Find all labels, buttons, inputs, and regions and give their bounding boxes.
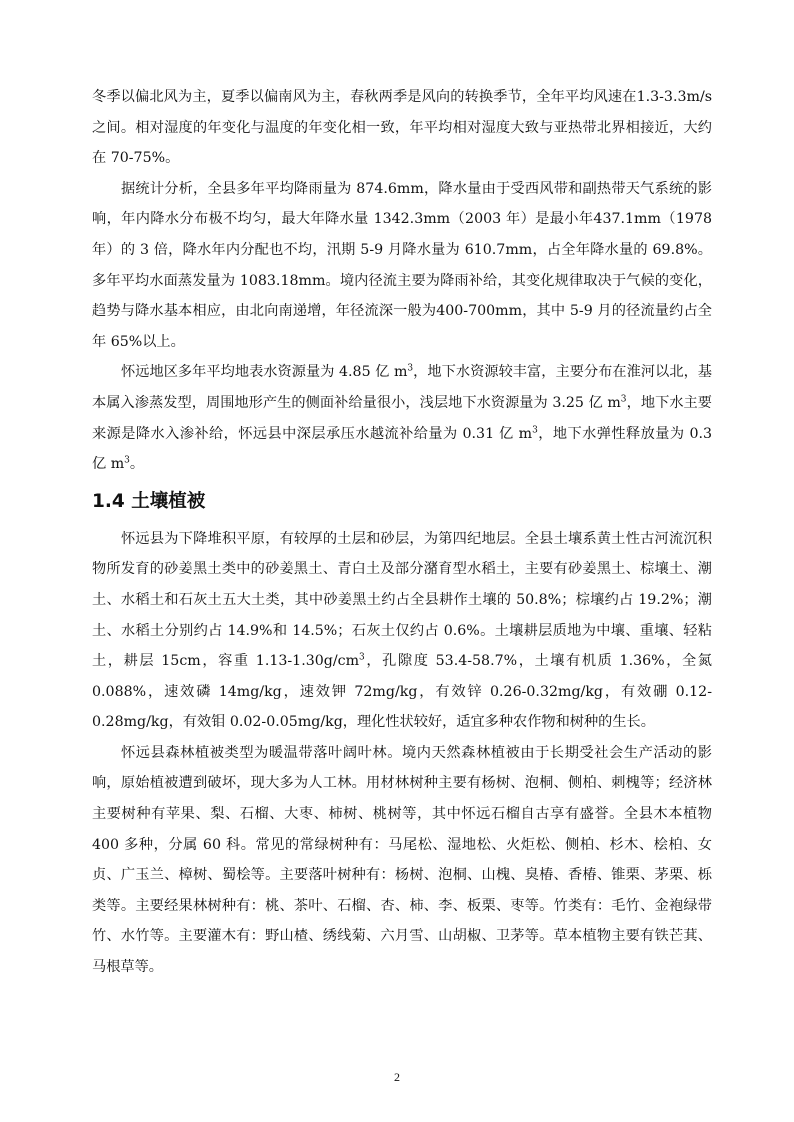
paragraph-vegetation: 怀远县森林植被类型为暖温带落叶阔叶林。境内天然森林植被由于长期受社会生产活动的影响，原始植被遭到破坏，现大多为人工林。用材林树种主要有杨树、泡桐、侧柏、刺槐等；经济林主要树种有苹果、梨、石榴、大枣、柿树、桃树等，其中怀远石榴自古享有盛誉。全县木本植物 400 多种，分属 60 科。常见的常绿树种有：马尾松、湿地松、火炬松、侧柏、杉木、桧柏、女贞、广玉兰、樟树、蜀桧等。主要落叶树种有：杨树、泡桐、山槐、臭椿、香椿、锥栗、茅栗、栎类等。主要经果林树种有：桃、茶叶、石榴、杏、柿、李、板栗、枣等。竹类有：毛竹、金袍绿带竹、水竹等。主要灌木有：野山楂、绣线菊、六月雪、山胡椒、卫茅等。草本植物主要有铁芒萁、马根草等。 (92, 744, 712, 976)
document-page (92, 82, 712, 983)
paragraph-water-resources (92, 357, 712, 479)
water-text-5: 。 (129, 456, 145, 473)
water-text-1: 怀远地区多年平均地表水资源量为 4.85 亿 m (121, 364, 408, 381)
soil-text-1: 怀远县为下降堆积平原，有较厚的土层和砂层，为第四纪地层。全县土壤系黄土性古河流沉积物所发育的砂姜黑土类中的砂姜黑土、青白土及部分潴育型水稻土，主要有砂姜黑土、棕壤土、潮土、水稻土和石灰土五大土类，其中砂姜黑土约占全县耕作土壤的 50.8%；棕壤约占 19.2%；潮土、水稻土分别约占 14.9%和 14.5%；石灰土仅约占 0.6%。土壤耕层质地为中壤、重壤、轻粘土，耕层 15cm，容重 1.13-1.30g/cm (92, 530, 712, 670)
superscript-3: 3 (359, 652, 365, 663)
superscript-3: 3 (620, 394, 627, 405)
section-heading: 1.4 土壤植被 (92, 490, 206, 512)
superscript-3: 3 (407, 363, 414, 374)
water-text-3: ，地下水主要来源是降水入渗补给，怀远县中深层承压水越流补给量为 0.31 亿 m (92, 394, 712, 442)
page-number: 2 (394, 1070, 400, 1084)
soil-text-2: ，孔隙度 53.4-58.7%，土壤有机质 1.36%，全氮 0.088%，速效磷 14mg/kg，速效钾 72mg/kg，有效锌 0.26-0.32mg/kg，有效硼 0.12-0.28mg/kg，有效钼 0.02-0.05mg/kg，理化性状较好，适宜多种农作物和树种的生长。 (92, 653, 712, 731)
paragraph-soil (92, 524, 712, 738)
superscript-3: 3 (532, 424, 538, 435)
paragraph-climate-wind: 冬季以偏北风为主，夏季以偏南风为主，春秋两季是风向的转换季节，全年平均风速在1.3-3.3m/s 之间。相对湿度的年变化与温度的年变化相一致，年平均相对湿度大致与亚热带北界相接近，大约在 70-75%。 (92, 89, 712, 167)
water-text-4: ，地下水弹性释放量为 0.3 亿 m (92, 425, 713, 473)
superscript-3: 3 (124, 455, 130, 466)
paragraph-precipitation: 据统计分析，全县多年平均降雨量为 874.6mm，降水量由于受西风带和副热带天气系统的影响，年内降水分布极不均匀，最大年降水量 1342.3mm（2003 年）是最小年437.1mm（1978 年）的 3 倍，降水年内分配也不均，汛期 5-9 月降水量为 610.7mm，占全年降水量的 69.8%。多年平均水面蒸发量为 1083.18mm。境内径流主要为降雨补给，其变化规律取决于气候的变化，趋势与降水基本相应，由北向南递增，年径流深一般为400-700mm，其中 5-9 月的径流量约占全年 65%以上。 (92, 180, 712, 350)
water-text-2: ，地下水资源较丰富，主要分布在淮河以北，基本属入渗蒸发型，周围地形产生的侧面补给量很小，浅层地下水资源量为 3.25 亿 m (92, 364, 712, 411)
